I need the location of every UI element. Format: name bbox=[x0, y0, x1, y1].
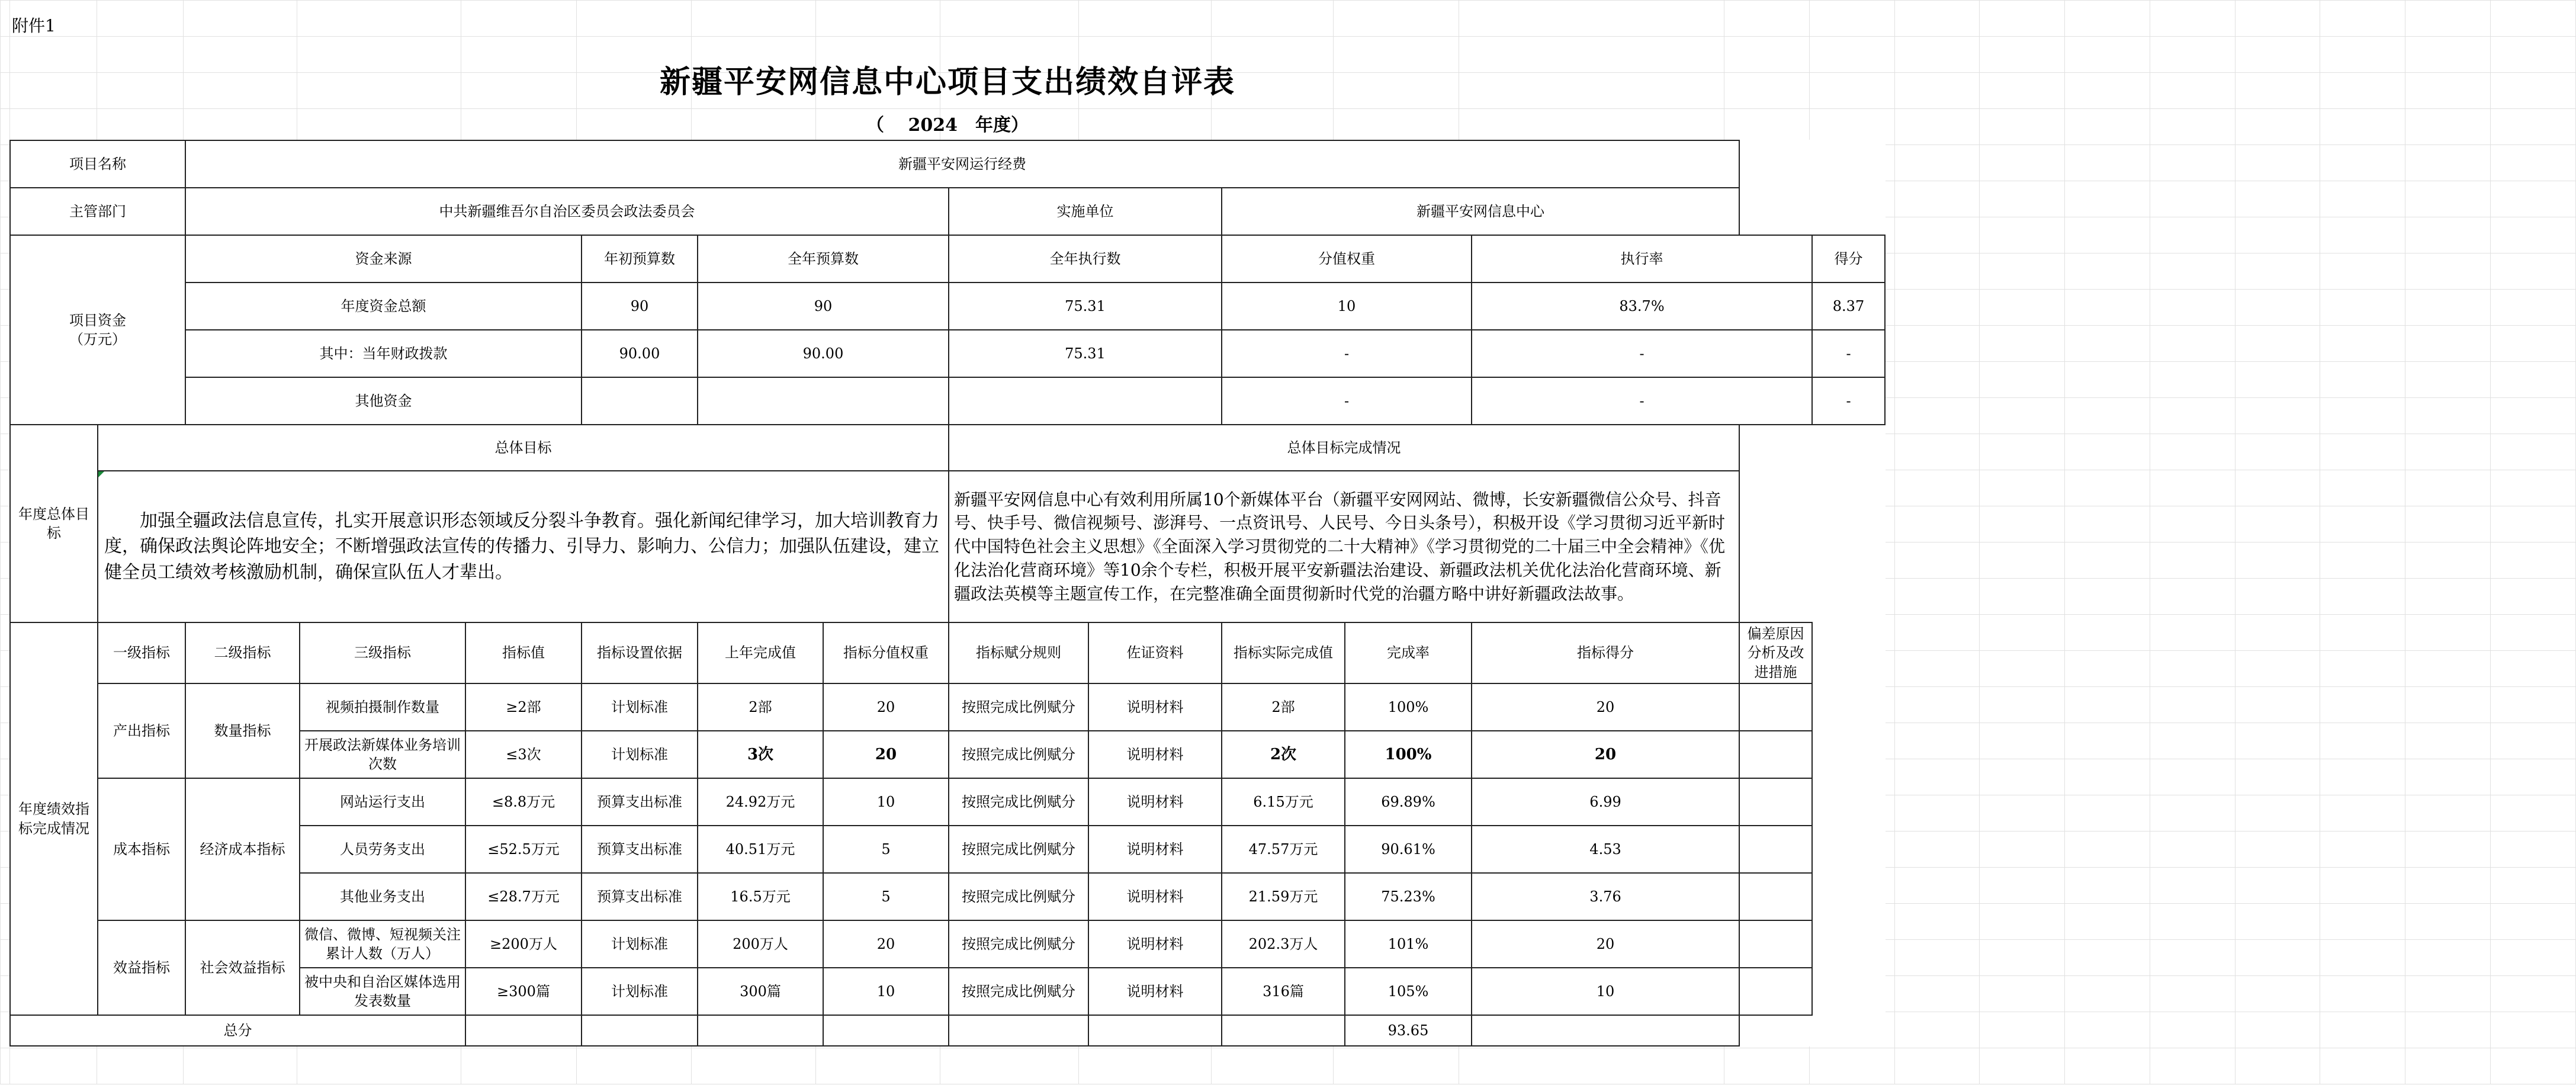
evidence-cell: 说明材料 bbox=[1088, 683, 1222, 731]
funds-cell: 年度资金总额 bbox=[185, 283, 582, 330]
indicator-col-header: 三级指标 bbox=[300, 622, 465, 683]
dept-label: 主管部门 bbox=[10, 188, 185, 235]
level3-cell: 开展政法新媒体业务培训次数 bbox=[300, 731, 465, 778]
funds-cell: 75.31 bbox=[949, 330, 1222, 377]
value-cell: ≥2部 bbox=[465, 683, 582, 731]
goals-text-row bbox=[10, 471, 1885, 622]
rate-cell: 105% bbox=[1345, 968, 1472, 1015]
total-label: 总分 bbox=[10, 1015, 465, 1046]
evidence-cell: 说明材料 bbox=[1088, 778, 1222, 826]
score-cell: 3.76 bbox=[1472, 873, 1739, 920]
funds-row bbox=[10, 377, 1885, 425]
indicator-row bbox=[10, 683, 1885, 731]
funds-col-annual: 全年预算数 bbox=[698, 235, 949, 283]
score-cell: 4.53 bbox=[1472, 826, 1739, 873]
funds-col-executed: 全年执行数 bbox=[949, 235, 1222, 283]
rule-cell: 按照完成比例赋分 bbox=[949, 731, 1088, 778]
deviation-cell bbox=[1739, 920, 1812, 968]
funds-col-source: 资金来源 bbox=[185, 235, 582, 283]
basis-cell: 计划标准 bbox=[582, 683, 698, 731]
rate-cell: 90.61% bbox=[1345, 826, 1472, 873]
funds-label bbox=[10, 235, 185, 425]
evidence-cell: 说明材料 bbox=[1088, 731, 1222, 778]
indicator-col-header: 一级指标 bbox=[98, 622, 185, 683]
level2-social-benefit: 社会效益指标 bbox=[185, 920, 300, 1015]
score-cell: 20 bbox=[1472, 731, 1739, 778]
last-year-cell: 300篇 bbox=[698, 968, 823, 1015]
rule-cell: 按照完成比例赋分 bbox=[949, 683, 1088, 731]
funds-label-text: 项目资金 （万元） bbox=[69, 312, 126, 348]
goals-label: 年度总体目标 bbox=[10, 425, 98, 622]
funds-cell bbox=[949, 377, 1222, 425]
level2-economic-cost: 经济成本指标 bbox=[185, 778, 300, 920]
basis-cell: 预算支出标准 bbox=[582, 873, 698, 920]
evidence-cell: 说明材料 bbox=[1088, 873, 1222, 920]
last-year-cell: 40.51万元 bbox=[698, 826, 823, 873]
goals-completion-text: 新疆平安网信息中心有效利用所属10个新媒体平台（新疆平安网网站、微博，长安新疆微信公众号、抖音号、快手号、微信视频号、澎湃号、一点资讯号、人民号、今日头条号），积极开设《学习贯彻习近平新时代中国特色社会主义思想》《全面深入学习贯彻党的二十大精神》《学习贯彻党的二十届三中全会精神》《优化法治化营商环境》等10余个专栏，积极开展平安新疆法治建设、新疆政法机关优化法治化营商环境、新疆政法英模等主题宣传工作，在完整准确全面贯彻新时代党的治疆方略中讲好新疆政法故事。 bbox=[949, 471, 1739, 622]
project-name-label: 项目名称 bbox=[10, 140, 185, 188]
level3-cell: 网站运行支出 bbox=[300, 778, 465, 826]
impl-label: 实施单位 bbox=[949, 188, 1222, 235]
level3-cell: 被中央和自治区媒体选用发表数量 bbox=[300, 968, 465, 1015]
rate-cell: 69.89% bbox=[1345, 778, 1472, 826]
funds-cell: 83.7% bbox=[1472, 283, 1812, 330]
value-cell: ≤8.8万元 bbox=[465, 778, 582, 826]
weight-cell: 20 bbox=[823, 683, 949, 731]
indicator-row bbox=[10, 778, 1885, 826]
level2-quantity: 数量指标 bbox=[185, 683, 300, 778]
actual-cell: 316篇 bbox=[1222, 968, 1345, 1015]
rate-cell: 100% bbox=[1345, 731, 1472, 778]
deviation-cell bbox=[1739, 826, 1812, 873]
funds-row bbox=[10, 283, 1885, 330]
indicator-col-header: 指标赋分规则 bbox=[949, 622, 1088, 683]
indicator-col-header: 完成率 bbox=[1345, 622, 1472, 683]
deviation-cell bbox=[1739, 778, 1812, 826]
rule-cell: 按照完成比例赋分 bbox=[949, 920, 1088, 968]
funds-cell: 8.37 bbox=[1812, 283, 1885, 330]
rate-cell: 75.23% bbox=[1345, 873, 1472, 920]
basis-cell: 预算支出标准 bbox=[582, 826, 698, 873]
total-empty bbox=[949, 1015, 1088, 1046]
funds-col-score: 得分 bbox=[1812, 235, 1885, 283]
funds-cell: 90.00 bbox=[698, 330, 949, 377]
indicator-col-header: 二级指标 bbox=[185, 622, 300, 683]
weight-cell: 10 bbox=[823, 778, 949, 826]
evidence-cell: 说明材料 bbox=[1088, 920, 1222, 968]
goals-header-row bbox=[10, 425, 1885, 471]
rate-cell: 101% bbox=[1345, 920, 1472, 968]
weight-cell: 10 bbox=[823, 968, 949, 1015]
indicator-col-header: 上年完成值 bbox=[698, 622, 823, 683]
total-empty bbox=[1088, 1015, 1222, 1046]
basis-cell: 计划标准 bbox=[582, 968, 698, 1015]
evaluation-table bbox=[9, 140, 1886, 1047]
funds-cell: 10 bbox=[1222, 283, 1472, 330]
level3-cell: 视频拍摄制作数量 bbox=[300, 683, 465, 731]
score-cell: 10 bbox=[1472, 968, 1739, 1015]
rule-cell: 按照完成比例赋分 bbox=[949, 968, 1088, 1015]
deviation-cell bbox=[1739, 683, 1812, 731]
actual-cell: 2次 bbox=[1222, 731, 1345, 778]
funds-cell: 90 bbox=[582, 283, 698, 330]
total-empty bbox=[823, 1015, 949, 1046]
indicator-header-row bbox=[10, 622, 1885, 683]
funds-row bbox=[10, 330, 1885, 377]
score-cell: 20 bbox=[1472, 683, 1739, 731]
funds-cell: 90 bbox=[698, 283, 949, 330]
funds-cell bbox=[582, 377, 698, 425]
funds-col-weight: 分值权重 bbox=[1222, 235, 1472, 283]
total-empty bbox=[465, 1015, 582, 1046]
weight-cell: 5 bbox=[823, 873, 949, 920]
rule-cell: 按照完成比例赋分 bbox=[949, 873, 1088, 920]
funds-cell: 其中：当年财政拨款 bbox=[185, 330, 582, 377]
value-cell: ≤3次 bbox=[465, 731, 582, 778]
total-empty bbox=[1472, 1015, 1739, 1046]
value-cell: ≥200万人 bbox=[465, 920, 582, 968]
page-title: 新疆平安网信息中心项目支出绩效自评表 bbox=[659, 64, 1235, 100]
funds-cell: - bbox=[1472, 330, 1812, 377]
deviation-cell bbox=[1739, 968, 1812, 1015]
indicator-col-header: 指标设置依据 bbox=[582, 622, 698, 683]
basis-cell: 计划标准 bbox=[582, 731, 698, 778]
indicator-row bbox=[10, 920, 1885, 968]
funds-header-row bbox=[10, 235, 1885, 283]
weight-cell: 20 bbox=[823, 920, 949, 968]
evidence-cell: 说明材料 bbox=[1088, 826, 1222, 873]
last-year-cell: 200万人 bbox=[698, 920, 823, 968]
project-name-value: 新疆平安网运行经费 bbox=[185, 140, 1739, 188]
weight-cell: 5 bbox=[823, 826, 949, 873]
total-empty bbox=[1222, 1015, 1345, 1046]
level3-cell: 其他业务支出 bbox=[300, 873, 465, 920]
total-empty bbox=[582, 1015, 698, 1046]
last-year-cell: 24.92万元 bbox=[698, 778, 823, 826]
funds-cell: 其他资金 bbox=[185, 377, 582, 425]
indicator-section-label: 年度绩效指标完成情况 bbox=[10, 622, 98, 1015]
funds-col-rate: 执行率 bbox=[1472, 235, 1812, 283]
deviation-cell bbox=[1739, 873, 1812, 920]
indicator-col-header: 指标值 bbox=[465, 622, 582, 683]
funds-cell: - bbox=[1472, 377, 1812, 425]
funds-cell: - bbox=[1222, 377, 1472, 425]
attachment-label: 附件1 bbox=[12, 16, 56, 36]
actual-cell: 2部 bbox=[1222, 683, 1345, 731]
value-cell: ≤52.5万元 bbox=[465, 826, 582, 873]
indicator-col-header: 偏差原因分析及改进措施 bbox=[1739, 622, 1812, 683]
indicator-col-header: 指标得分 bbox=[1472, 622, 1739, 683]
goals-target-header: 总体目标 bbox=[98, 425, 949, 471]
project-name-row bbox=[10, 140, 1885, 188]
actual-cell: 202.3万人 bbox=[1222, 920, 1345, 968]
level1-benefit: 效益指标 bbox=[98, 920, 185, 1015]
last-year-cell: 2部 bbox=[698, 683, 823, 731]
total-row bbox=[10, 1015, 1885, 1046]
level3-cell: 人员劳务支出 bbox=[300, 826, 465, 873]
dept-value: 中共新疆维吾尔自治区委员会政法委员会 bbox=[185, 188, 949, 235]
funds-cell: 75.31 bbox=[949, 283, 1222, 330]
rule-cell: 按照完成比例赋分 bbox=[949, 778, 1088, 826]
indicator-col-header: 指标分值权重 bbox=[823, 622, 949, 683]
impl-value: 新疆平安网信息中心 bbox=[1222, 188, 1739, 235]
deviation-cell bbox=[1739, 731, 1812, 778]
last-year-cell: 3次 bbox=[698, 731, 823, 778]
last-year-cell: 16.5万元 bbox=[698, 873, 823, 920]
basis-cell: 预算支出标准 bbox=[582, 778, 698, 826]
funds-col-initial: 年初预算数 bbox=[582, 235, 698, 283]
basis-cell: 计划标准 bbox=[582, 920, 698, 968]
actual-cell: 6.15万元 bbox=[1222, 778, 1345, 826]
value-cell: ≤28.7万元 bbox=[465, 873, 582, 920]
actual-cell: 21.59万元 bbox=[1222, 873, 1345, 920]
score-cell: 6.99 bbox=[1472, 778, 1739, 826]
department-row bbox=[10, 188, 1885, 235]
funds-cell: - bbox=[1812, 377, 1885, 425]
total-empty bbox=[698, 1015, 823, 1046]
level3-cell: 微信、微博、短视频关注累计人数（万人） bbox=[300, 920, 465, 968]
value-cell: ≥300篇 bbox=[465, 968, 582, 1015]
weight-cell: 20 bbox=[823, 731, 949, 778]
rule-cell: 按照完成比例赋分 bbox=[949, 826, 1088, 873]
funds-cell: 90.00 bbox=[582, 330, 698, 377]
rate-cell: 100% bbox=[1345, 683, 1472, 731]
indicator-col-header: 佐证资料 bbox=[1088, 622, 1222, 683]
goals-completion-header: 总体目标完成情况 bbox=[949, 425, 1739, 471]
year-label: （ 2024 年度） bbox=[866, 115, 1029, 136]
score-cell: 20 bbox=[1472, 920, 1739, 968]
total-score: 93.65 bbox=[1345, 1015, 1472, 1046]
goals-target-text: 加强全疆政法信息宣传，扎实开展意识形态领域反分裂斗争教育。强化新闻纪律学习，加大培训教育力度，确保政法舆论阵地安全；不断增强政法宣传的传播力、引导力、影响力、公信力；加强队伍建设，建立健全员工绩效考核激励机制，确保宣队伍人才辈出。 bbox=[98, 471, 949, 622]
funds-cell bbox=[698, 377, 949, 425]
evidence-cell: 说明材料 bbox=[1088, 968, 1222, 1015]
level1-cost: 成本指标 bbox=[98, 778, 185, 920]
actual-cell: 47.57万元 bbox=[1222, 826, 1345, 873]
level1-output: 产出指标 bbox=[98, 683, 185, 778]
funds-cell: - bbox=[1222, 330, 1472, 377]
funds-cell: - bbox=[1812, 330, 1885, 377]
indicator-col-header: 指标实际完成值 bbox=[1222, 622, 1345, 683]
